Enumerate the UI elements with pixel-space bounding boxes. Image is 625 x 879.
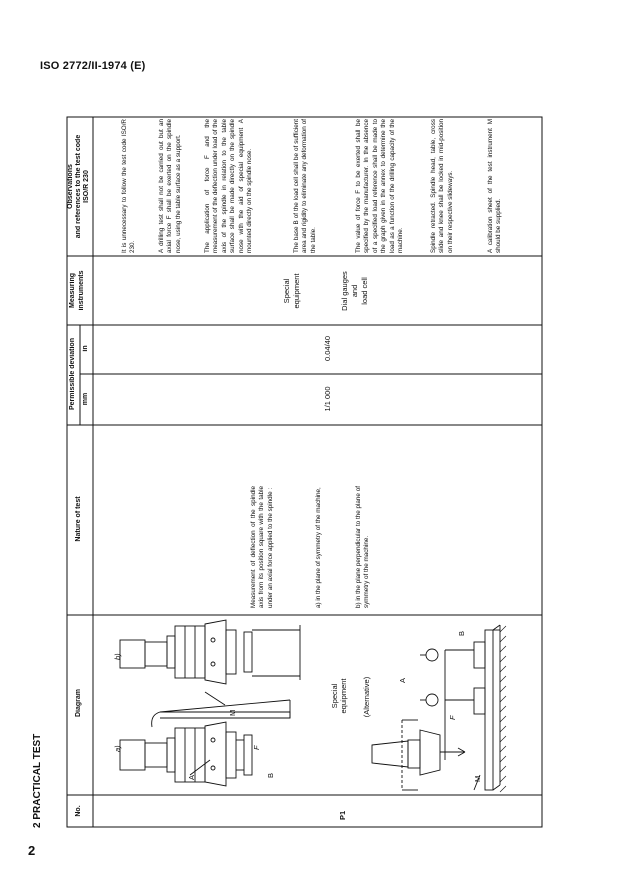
alt-spindle-taper (372, 741, 408, 767)
header-no: No. (75, 805, 82, 817)
diagram-label-a-view: a) (113, 745, 122, 752)
diagram-label-B: B (266, 772, 275, 778)
diagram-alternative-label: (Alternative) (362, 676, 371, 718)
alt-hatching (500, 626, 506, 792)
alt-label-F: F (448, 715, 457, 720)
diagram-label-b-view: b) (113, 653, 122, 660)
header-diagram: Diagram (75, 689, 82, 718)
column-top (152, 712, 290, 727)
spindle-head-a (120, 740, 145, 770)
instrument-special-1: Special (282, 278, 291, 304)
table-b (244, 632, 252, 672)
header-observations-3: ISO/R 230 (83, 170, 90, 203)
alt-label-B: B (457, 630, 466, 636)
row-number: P1 (338, 810, 347, 820)
header-in: in (82, 345, 89, 352)
machine-diagram (120, 620, 300, 786)
section-title: 2 PRACTICAL TEST (32, 733, 43, 828)
document-header: ISO 2772/II-1974 (E) (40, 60, 146, 72)
observation-4: The base B of the load cell shall be of sufficient area and rigidity to eliminate any deformation of the table. (293, 119, 317, 253)
header-observations-2: and references to the test code (75, 134, 82, 239)
header-permissible: Permissible deviation (69, 338, 76, 410)
nature-item-a: a) in the plane of symmetry of the machine, (315, 487, 322, 608)
alt-load-cell-base (474, 642, 485, 668)
header-observations-1: Observations (67, 164, 74, 209)
diagram-label-A: A (187, 774, 196, 780)
diagram-label-F: F (252, 745, 261, 750)
observation-1: It is unnecessary to follow the test code ISO/R 230. (121, 119, 137, 253)
observation-7: A calibration sheet of the test instrument M should be supplied. (487, 119, 503, 253)
alt-base-plate (485, 630, 493, 790)
nature-intro: Measurement of deflection of the spindle axis from its position square with the table under an axial force applied to the spindle : (250, 486, 274, 608)
alternative-diagram (372, 625, 500, 790)
observation-6: Spindle retracted. Spindle head, table, cross slide and knee shall be locked in mid-position on their respective slideways. (430, 119, 454, 253)
nature-item-b: b) in the plane perpendicular to the plane of symmetry of the machine. (355, 486, 371, 608)
diagram-label-M: M (228, 709, 237, 716)
instrument-dial-3: load cell (360, 277, 369, 305)
diagram-special-equipment-1: Special (330, 683, 339, 709)
instrument-dial-2: and (350, 284, 359, 298)
deviation-in-value: 0.04/40 (323, 335, 332, 362)
header-instruments-1: Measuring (69, 273, 76, 309)
instrument-special-2: equipment (292, 273, 301, 309)
alt-dial-gauge-2 (426, 694, 438, 706)
spindle-head-b (120, 640, 145, 668)
special-equipment-b (175, 626, 205, 678)
alt-dial-gauge-1 (426, 649, 438, 661)
alt-label-A: A (398, 677, 407, 683)
page-number: 2 (28, 843, 36, 858)
instrument-dial-1: Dial gauges (340, 271, 349, 311)
alt-label-M: M (473, 775, 482, 782)
diagram-special-equipment-2: equipment (339, 678, 348, 714)
header-mm: mm (82, 392, 89, 406)
header-instruments-2: instruments (78, 270, 85, 311)
alt-special-equipment (420, 730, 440, 775)
table-a (244, 735, 252, 775)
header-nature: Nature of test (75, 496, 82, 542)
observation-3: The application of force F and the measurement of the deflection under load of the axis of the spindle in relation to the table surface shall be made directly on the spindle nose with the aid of special equipment A mounted directly on the spindle nose. (204, 119, 254, 253)
observation-5: The value of force F to be exerted shall be specified by the manufacturer. In the absence of a specified load reference shall be made to the graph given in the annex to determine the load as a function of the drilling capacity of the machine. (355, 119, 405, 253)
observation-2: A drilling test shall not be carried out but an axial force F shall be exerted on the spindle nose, using the table surface as a support. (158, 119, 182, 253)
deviation-mm-value: 1/1 000 (323, 386, 332, 412)
